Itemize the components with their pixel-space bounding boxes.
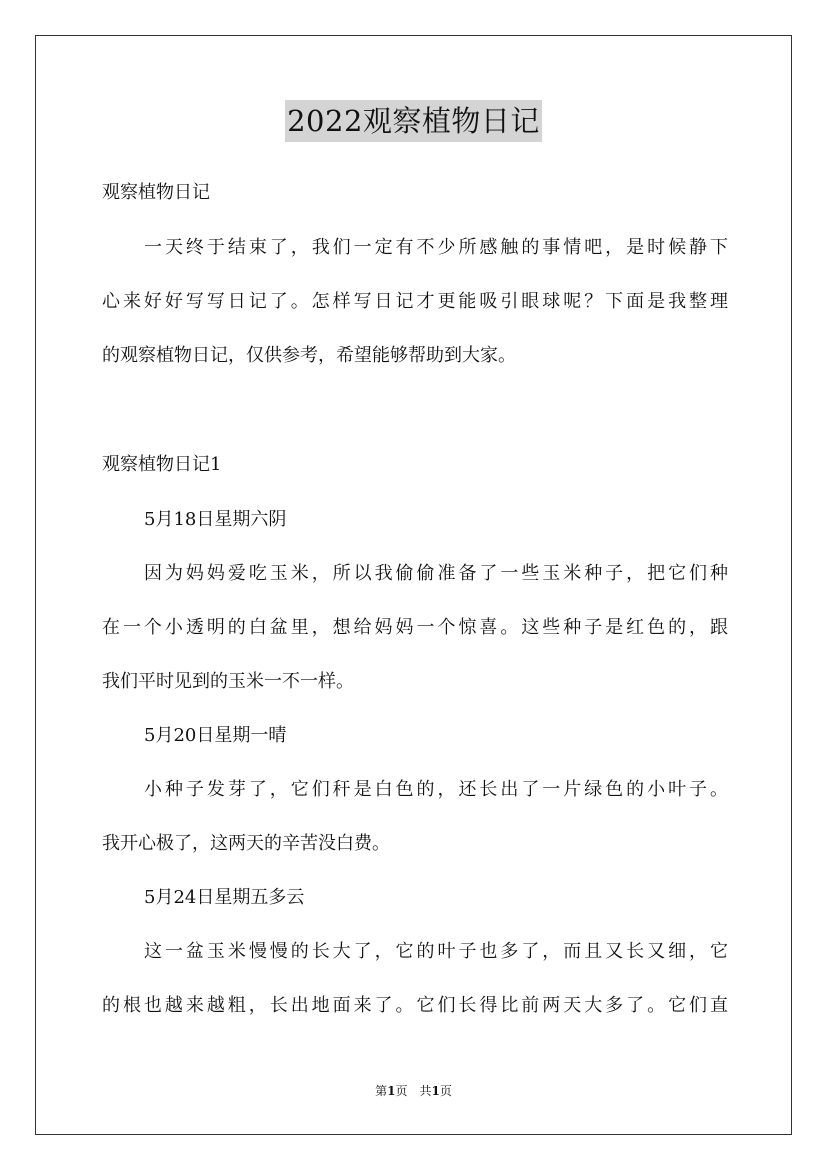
entry-3-date: 5月24日星期五多云	[144, 887, 305, 908]
document-heading: 观察植物日记	[102, 182, 210, 203]
entry-1-date: 5月18日星期六阴	[144, 509, 287, 530]
intro-line-1: 一天终于结束了，我们一定有不少所感触的事情吧，是时候静下	[144, 237, 728, 258]
page-footer	[0, 1083, 827, 1099]
entry-1-line-1: 因为妈妈爱吃玉米，所以我偷偷准备了一些玉米种子，把它们种	[144, 563, 728, 584]
document-title: 2022观察植物日记	[285, 100, 542, 142]
title-wrap	[0, 100, 827, 142]
section-heading: 观察植物日记1	[102, 454, 222, 475]
entry-2-line-1: 小种子发芽了，它们秆是白色的，还长出了一片绿色的小叶子。	[144, 779, 728, 800]
footer-prefix: 第	[375, 1084, 388, 1098]
footer-total-pages: 1	[431, 1084, 440, 1098]
entry-1-line-3: 我们平时见到的玉米一不一样。	[102, 671, 354, 692]
footer-current-page: 1	[387, 1084, 396, 1098]
footer-mid: 页 共	[395, 1084, 432, 1098]
footer-suffix: 页	[439, 1084, 452, 1098]
entry-3-line-2: 的根也越来越粗，长出地面来了。它们长得比前两天大多了。它们直	[102, 995, 728, 1016]
entry-2-line-2: 我开心极了，这两天的辛苦没白费。	[102, 833, 390, 854]
entry-1-line-2: 在一个小透明的白盆里，想给妈妈一个惊喜。这些种子是红色的，跟	[102, 617, 728, 638]
intro-line-3: 的观察植物日记，仅供参考，希望能够帮助到大家。	[102, 345, 516, 366]
entry-2-date: 5月20日星期一晴	[144, 725, 287, 746]
entry-3-line-1: 这一盆玉米慢慢的长大了，它的叶子也多了，而且又长又细，它	[144, 941, 728, 962]
intro-line-2: 心来好好写写日记了。怎样写日记才更能吸引眼球呢？下面是我整理	[102, 291, 728, 312]
